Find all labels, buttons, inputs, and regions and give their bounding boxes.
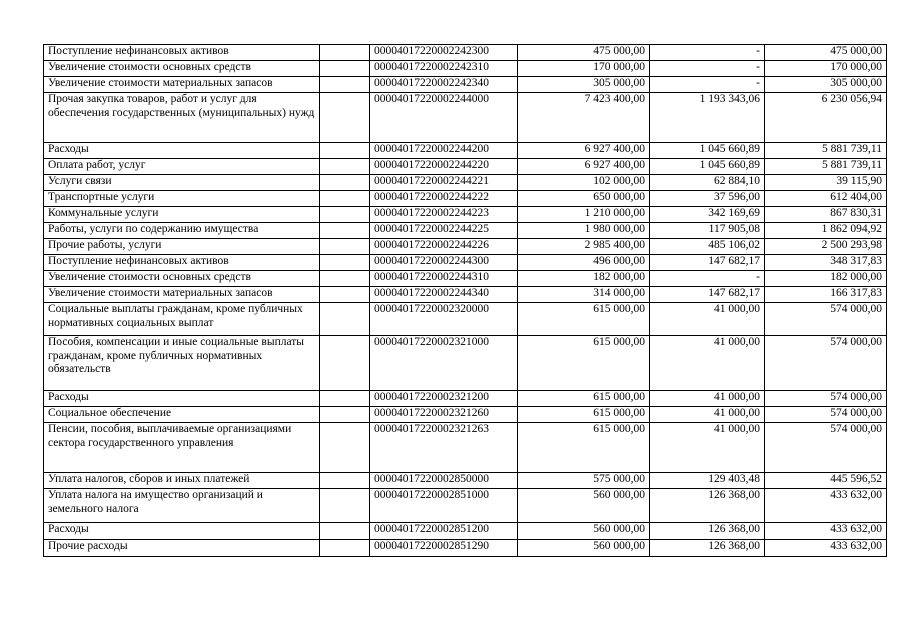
row-name-cell: Расходы (44, 523, 320, 540)
table-row (44, 239, 887, 255)
row-approved-cell: 7 423 400,00 (518, 93, 650, 143)
row-executed-cell: 117 905,08 (650, 223, 765, 239)
row-approved-cell: 2 985 400,00 (518, 239, 650, 255)
row-executed-cell: 62 884,10 (650, 175, 765, 191)
row-approved-cell: 560 000,00 (518, 489, 650, 523)
row-remaining-cell: 305 000,00 (765, 77, 887, 93)
row-budget-code-cell: 00004017220002244000 (370, 93, 518, 143)
row-remaining-cell: 574 000,00 (765, 391, 887, 407)
row-budget-code-cell: 00004017220002244310 (370, 271, 518, 287)
table-row (44, 391, 887, 407)
row-remaining-cell: 5 881 739,11 (765, 159, 887, 175)
row-executed-cell: - (650, 45, 765, 61)
row-budget-code-cell: 00004017220002244220 (370, 159, 518, 175)
table-row (44, 77, 887, 93)
row-approved-cell: 560 000,00 (518, 540, 650, 557)
row-line-code-cell (320, 223, 370, 239)
table-row (44, 93, 887, 143)
table-row (44, 223, 887, 239)
row-budget-code-cell: 00004017220002244200 (370, 143, 518, 159)
row-line-code-cell (320, 239, 370, 255)
row-remaining-cell: 445 596,52 (765, 473, 887, 489)
table-row (44, 45, 887, 61)
row-remaining-cell: 574 000,00 (765, 407, 887, 423)
row-executed-cell: - (650, 61, 765, 77)
row-approved-cell: 575 000,00 (518, 473, 650, 489)
row-line-code-cell (320, 407, 370, 423)
row-line-code-cell (320, 473, 370, 489)
row-approved-cell: 615 000,00 (518, 391, 650, 407)
row-budget-code-cell: 00004017220002242300 (370, 45, 518, 61)
table-row (44, 191, 887, 207)
row-line-code-cell (320, 93, 370, 143)
table-row (44, 61, 887, 77)
row-approved-cell: 475 000,00 (518, 45, 650, 61)
table-row (44, 336, 887, 391)
row-remaining-cell: 182 000,00 (765, 271, 887, 287)
row-remaining-cell: 433 632,00 (765, 523, 887, 540)
row-approved-cell: 102 000,00 (518, 175, 650, 191)
table-row (44, 523, 887, 540)
row-budget-code-cell: 00004017220002244226 (370, 239, 518, 255)
row-budget-code-cell: 00004017220002850000 (370, 473, 518, 489)
row-line-code-cell (320, 287, 370, 303)
row-name-cell: Расходы (44, 143, 320, 159)
row-line-code-cell (320, 255, 370, 271)
row-remaining-cell: 2 500 293,98 (765, 239, 887, 255)
table-row (44, 423, 887, 473)
row-budget-code-cell: 00004017220002320000 (370, 303, 518, 336)
row-name-cell: Поступление нефинансовых активов (44, 255, 320, 271)
row-name-cell: Прочие расходы (44, 540, 320, 557)
row-remaining-cell: 433 632,00 (765, 540, 887, 557)
row-name-cell: Услуги связи (44, 175, 320, 191)
row-budget-code-cell: 00004017220002851000 (370, 489, 518, 523)
row-name-cell: Социальные выплаты гражданам, кроме публичных нормативных социальных выплат (44, 303, 320, 336)
row-approved-cell: 615 000,00 (518, 336, 650, 391)
row-remaining-cell: 475 000,00 (765, 45, 887, 61)
row-line-code-cell (320, 540, 370, 557)
row-approved-cell: 615 000,00 (518, 423, 650, 473)
row-line-code-cell (320, 45, 370, 61)
row-remaining-cell: 433 632,00 (765, 489, 887, 523)
row-executed-cell: 126 368,00 (650, 523, 765, 540)
row-executed-cell: 41 000,00 (650, 391, 765, 407)
row-line-code-cell (320, 143, 370, 159)
row-remaining-cell: 867 830,31 (765, 207, 887, 223)
row-approved-cell: 314 000,00 (518, 287, 650, 303)
row-approved-cell: 496 000,00 (518, 255, 650, 271)
row-remaining-cell: 612 404,00 (765, 191, 887, 207)
row-remaining-cell: 5 881 739,11 (765, 143, 887, 159)
table-row (44, 407, 887, 423)
row-name-cell: Увеличение стоимости материальных запасов (44, 77, 320, 93)
row-executed-cell: 126 368,00 (650, 489, 765, 523)
row-remaining-cell: 574 000,00 (765, 303, 887, 336)
row-line-code-cell (320, 271, 370, 287)
row-remaining-cell: 39 115,90 (765, 175, 887, 191)
row-approved-cell: 1 980 000,00 (518, 223, 650, 239)
row-executed-cell: - (650, 271, 765, 287)
row-name-cell: Уплата налога на имущество организаций и земельного налога (44, 489, 320, 523)
table-row (44, 271, 887, 287)
row-budget-code-cell: 00004017220002321000 (370, 336, 518, 391)
row-executed-cell: 37 596,00 (650, 191, 765, 207)
row-budget-code-cell: 00004017220002244340 (370, 287, 518, 303)
row-approved-cell: 615 000,00 (518, 303, 650, 336)
row-executed-cell: 1 193 343,06 (650, 93, 765, 143)
row-name-cell: Поступление нефинансовых активов (44, 45, 320, 61)
row-budget-code-cell: 00004017220002242340 (370, 77, 518, 93)
table-row (44, 207, 887, 223)
row-line-code-cell (320, 303, 370, 336)
row-budget-code-cell: 00004017220002321263 (370, 423, 518, 473)
row-name-cell: Расходы (44, 391, 320, 407)
row-name-cell: Уплата налогов, сборов и иных платежей (44, 473, 320, 489)
row-line-code-cell (320, 77, 370, 93)
row-executed-cell: 147 682,17 (650, 255, 765, 271)
row-budget-code-cell: 00004017220002244223 (370, 207, 518, 223)
table-row (44, 540, 887, 557)
row-approved-cell: 182 000,00 (518, 271, 650, 287)
row-name-cell: Коммунальные услуги (44, 207, 320, 223)
row-budget-code-cell: 00004017220002851200 (370, 523, 518, 540)
row-budget-code-cell: 00004017220002244222 (370, 191, 518, 207)
table-row (44, 175, 887, 191)
row-name-cell: Увеличение стоимости основных средств (44, 271, 320, 287)
table-row (44, 255, 887, 271)
row-name-cell: Увеличение стоимости материальных запасов (44, 287, 320, 303)
table-row (44, 287, 887, 303)
row-budget-code-cell: 00004017220002244225 (370, 223, 518, 239)
row-approved-cell: 1 210 000,00 (518, 207, 650, 223)
row-executed-cell: 41 000,00 (650, 407, 765, 423)
row-name-cell: Увеличение стоимости основных средств (44, 61, 320, 77)
row-remaining-cell: 574 000,00 (765, 336, 887, 391)
table-row (44, 489, 887, 523)
table-row (44, 473, 887, 489)
row-executed-cell: 342 169,69 (650, 207, 765, 223)
row-name-cell: Прочие работы, услуги (44, 239, 320, 255)
row-budget-code-cell: 00004017220002321260 (370, 407, 518, 423)
budget-execution-table (43, 44, 887, 557)
row-remaining-cell: 170 000,00 (765, 61, 887, 77)
row-line-code-cell (320, 423, 370, 473)
table-row (44, 143, 887, 159)
row-budget-code-cell: 00004017220002242310 (370, 61, 518, 77)
row-approved-cell: 170 000,00 (518, 61, 650, 77)
table-row (44, 303, 887, 336)
row-approved-cell: 650 000,00 (518, 191, 650, 207)
row-remaining-cell: 348 317,83 (765, 255, 887, 271)
row-executed-cell: 1 045 660,89 (650, 159, 765, 175)
row-budget-code-cell: 00004017220002244300 (370, 255, 518, 271)
row-line-code-cell (320, 523, 370, 540)
row-approved-cell: 560 000,00 (518, 523, 650, 540)
row-remaining-cell: 1 862 094,92 (765, 223, 887, 239)
row-executed-cell: 129 403,48 (650, 473, 765, 489)
row-name-cell: Пенсии, пособия, выплачиваемые организациями сектора государственного управления (44, 423, 320, 473)
row-approved-cell: 305 000,00 (518, 77, 650, 93)
row-executed-cell: 1 045 660,89 (650, 143, 765, 159)
row-line-code-cell (320, 336, 370, 391)
row-name-cell: Оплата работ, услуг (44, 159, 320, 175)
row-line-code-cell (320, 175, 370, 191)
table-row (44, 159, 887, 175)
row-budget-code-cell: 00004017220002244221 (370, 175, 518, 191)
row-executed-cell: - (650, 77, 765, 93)
row-name-cell: Работы, услуги по содержанию имущества (44, 223, 320, 239)
table-body (44, 45, 887, 557)
row-remaining-cell: 574 000,00 (765, 423, 887, 473)
row-approved-cell: 6 927 400,00 (518, 159, 650, 175)
row-line-code-cell (320, 391, 370, 407)
row-name-cell: Социальное обеспечение (44, 407, 320, 423)
row-executed-cell: 485 106,02 (650, 239, 765, 255)
row-line-code-cell (320, 489, 370, 523)
row-line-code-cell (320, 61, 370, 77)
row-line-code-cell (320, 191, 370, 207)
row-executed-cell: 147 682,17 (650, 287, 765, 303)
row-name-cell: Транспортные услуги (44, 191, 320, 207)
row-remaining-cell: 166 317,83 (765, 287, 887, 303)
row-budget-code-cell: 00004017220002321200 (370, 391, 518, 407)
row-remaining-cell: 6 230 056,94 (765, 93, 887, 143)
row-executed-cell: 41 000,00 (650, 303, 765, 336)
row-line-code-cell (320, 207, 370, 223)
row-name-cell: Пособия, компенсации и иные социальные выплаты гражданам, кроме публичных нормативных обязательств (44, 336, 320, 391)
row-line-code-cell (320, 159, 370, 175)
row-name-cell: Прочая закупка товаров, работ и услуг для обеспечения государственных (муниципальных) нужд (44, 93, 320, 143)
row-executed-cell: 126 368,00 (650, 540, 765, 557)
row-approved-cell: 6 927 400,00 (518, 143, 650, 159)
row-executed-cell: 41 000,00 (650, 336, 765, 391)
row-approved-cell: 615 000,00 (518, 407, 650, 423)
row-executed-cell: 41 000,00 (650, 423, 765, 473)
row-budget-code-cell: 00004017220002851290 (370, 540, 518, 557)
